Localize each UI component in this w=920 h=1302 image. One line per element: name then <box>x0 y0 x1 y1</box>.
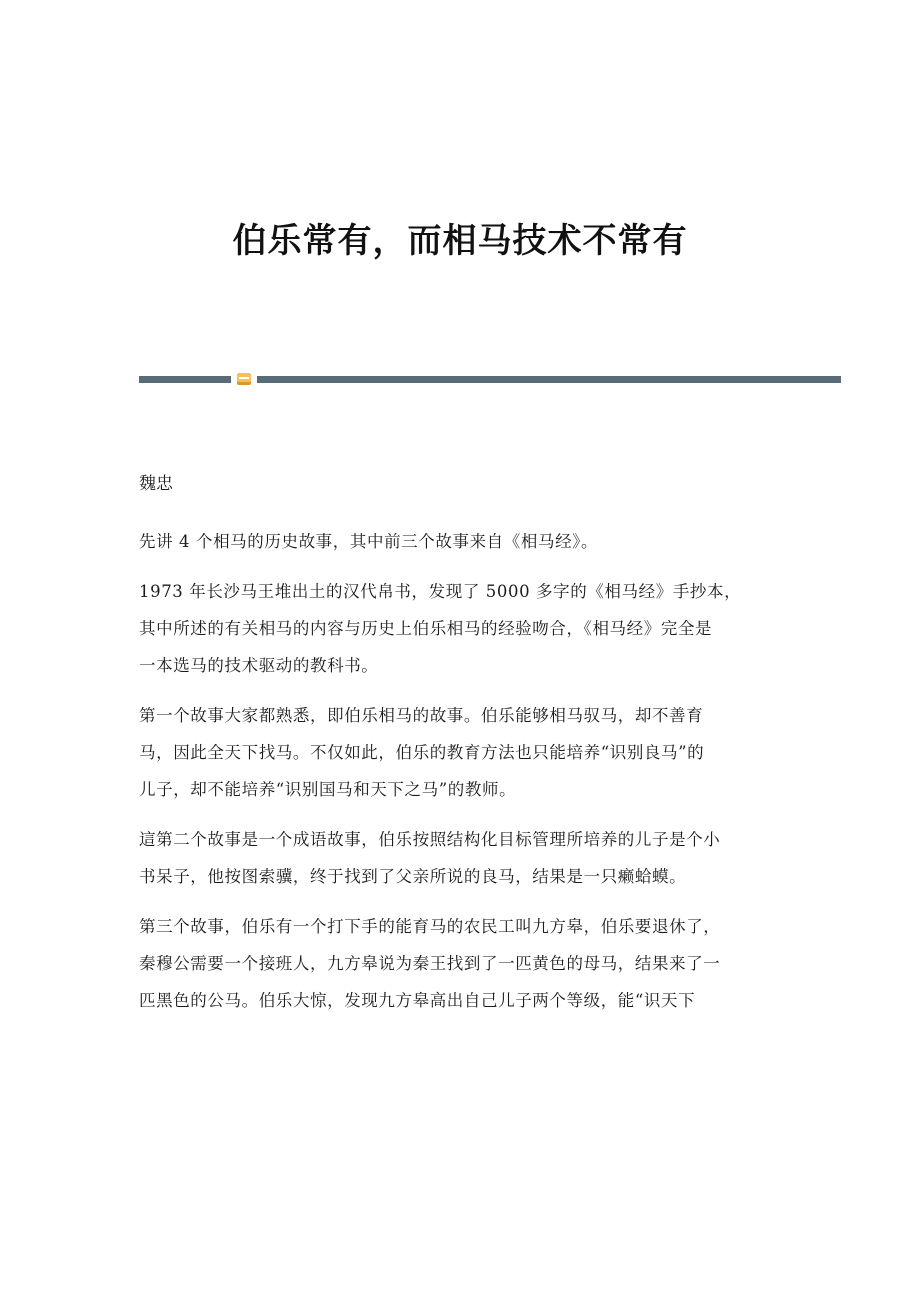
divider-bar-right <box>257 376 841 383</box>
paragraph <box>139 908 779 1019</box>
paragraph <box>139 523 779 560</box>
divider-bar-left <box>139 376 231 383</box>
text-line: 马，因此全天下找马。不仅如此，伯乐的教育方法也只能培养“识别良马”的 <box>139 743 705 762</box>
ornament-icon <box>237 373 251 385</box>
text-line: 這第二个故事是一个成语故事，伯乐按照结构化目标管理所培养的儿子是个小 <box>139 830 721 849</box>
text-line: 书呆子，他按图索骥，终于找到了父亲所说的良马，结果是一只癞蛤蟆。 <box>139 867 687 886</box>
article-body <box>139 523 779 1032</box>
text-line: 先讲 4 个相马的历史故事，其中前三个故事来自《相马经》。 <box>139 532 599 551</box>
paragraph <box>139 697 779 808</box>
page-title: 伯乐常有，而相马技术不常有 <box>232 221 688 261</box>
text-line: 第一个故事大家都熟悉，即伯乐相马的故事。伯乐能够相马驭马，却不善育 <box>139 706 704 725</box>
paragraph <box>139 821 779 895</box>
text-line: 秦穆公需要一个接班人，九方皋说为秦王找到了一匹黄色的母马，结果来了一 <box>139 954 721 973</box>
paragraph <box>139 573 779 684</box>
author-name: 魏忠 <box>139 474 173 494</box>
text-line: 儿子，却不能培养“识别国马和天下之马”的教师。 <box>139 780 517 799</box>
text-line: 第三个故事，伯乐有一个打下手的能育马的农民工叫九方皋，伯乐要退休了， <box>139 917 721 936</box>
text-line: 1973 年长沙马王堆出土的汉代帛书，发现了 5000 多字的《相马经》手抄本， <box>139 582 742 601</box>
title-divider <box>139 373 841 385</box>
text-line: 匹黑色的公马。伯乐大惊，发现九方皋高出自己儿子两个等级，能“识天下 <box>139 991 696 1010</box>
text-line: 其中所述的有关相马的内容与历史上伯乐相马的经验吻合，《相马经》完全是 <box>139 619 713 638</box>
text-line: 一本选马的技术驱动的教科书。 <box>139 656 379 675</box>
